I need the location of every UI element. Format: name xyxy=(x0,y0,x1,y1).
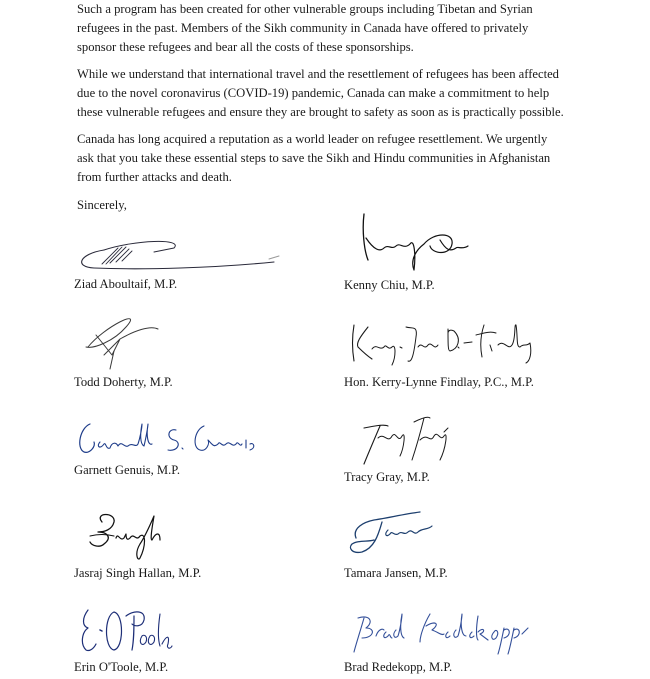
signatory-name: Brad Redekopp, M.P. xyxy=(344,660,453,674)
signature-image xyxy=(344,608,544,656)
text-line: sponsor these refugees and bear all the costs of these sponsorships. xyxy=(77,40,414,54)
text-line: Canada has long acquired a reputation as a world leader on refugee resettlement. We urgently xyxy=(77,132,548,146)
text-line: ask that you take these essential steps to save the Sikh and Hindu communities in Afghanistan xyxy=(77,151,551,165)
signatory-erin-otoole xyxy=(74,604,334,679)
signatory-name: Kenny Chiu, M.P. xyxy=(344,278,435,292)
signatory-todd-doherty xyxy=(74,307,334,387)
text-line: these vulnerable refugees and ensure they are brought to safety as soon as is practically possible. xyxy=(77,105,564,119)
text-line: refugees in the past. Members of the Sikh community in Canada have offered to privately xyxy=(77,21,529,35)
signatory-name: Jasraj Singh Hallan, M.P. xyxy=(74,566,202,580)
signatory-name: Tamara Jansen, M.P. xyxy=(344,566,448,580)
signature-image xyxy=(74,222,294,272)
signature-image xyxy=(344,317,544,367)
signatory-tamara-jansen xyxy=(344,508,604,583)
text-line: from further attacks and death. xyxy=(77,170,232,184)
paragraph-covid-commitment xyxy=(77,65,637,122)
signature-image xyxy=(74,307,194,372)
paragraph-urgent-request xyxy=(77,130,637,187)
signatory-ziad-aboultaif xyxy=(74,222,334,292)
signature-image xyxy=(74,510,194,562)
signature-image xyxy=(344,412,484,467)
signatory-name: Erin O'Toole, M.P. xyxy=(74,660,169,674)
signatory-kenny-chiu xyxy=(344,210,604,290)
signatory-tracy-gray xyxy=(344,412,604,487)
signatory-garnett-genuis xyxy=(74,418,334,488)
signature-image xyxy=(344,210,494,276)
signatory-kerry-lynne-findlay xyxy=(344,317,604,387)
text-line: Such a program has been created for other vulnerable groups including Tibetan and Syrian xyxy=(77,2,533,16)
signatory-jasraj-singh-hallan xyxy=(74,510,334,585)
text-line: While we understand that international travel and the resettlement of refugees has been affected xyxy=(77,67,559,81)
signatory-name: Garnett Genuis, M.P. xyxy=(74,463,180,477)
paragraph-sponsorship-program xyxy=(77,0,637,57)
signature-image xyxy=(344,508,454,560)
signatory-name: Tracy Gray, M.P. xyxy=(344,470,430,484)
signatory-brad-redekopp xyxy=(344,608,604,679)
signatory-name: Hon. Kerry-Lynne Findlay, P.C., M.P. xyxy=(344,375,534,389)
signatory-name: Todd Doherty, M.P. xyxy=(74,375,173,389)
signatory-name: Ziad Aboultaif, M.P. xyxy=(74,277,178,291)
text-line: due to the novel coronavirus (COVID-19) pandemic, Canada can make a commitment to help xyxy=(77,86,550,100)
signature-image xyxy=(74,604,194,656)
signature-image xyxy=(74,418,274,458)
closing-text: Sincerely, xyxy=(77,198,127,212)
